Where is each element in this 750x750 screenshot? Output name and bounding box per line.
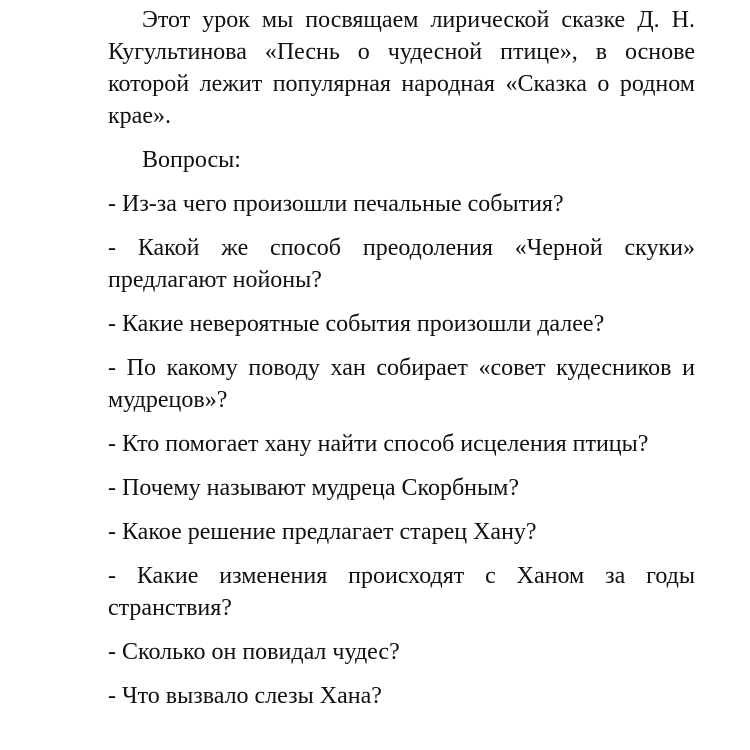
question-item: - Почему называют мудреца Скорбным? <box>108 475 519 501</box>
question-item: - Какие невероятные события произошли далее? <box>108 311 605 337</box>
question-item: - Сколько он повидал чудес? <box>108 639 400 665</box>
questions-heading: Вопросы: <box>142 147 241 173</box>
question-item: - Из-за чего произошли печальные события? <box>108 191 564 217</box>
question-item: - Кто помогает хану найти способ исцеления птицы? <box>108 431 649 457</box>
question-item: - Какое решение предлагает старец Хану? <box>108 519 537 545</box>
intro-paragraph: Этот урок мы посвящаем лирической сказке Д. Н. Кугультинова «Песнь о чудесной птице», в основе которой лежит популярная народная «Сказка о родном крае». <box>108 7 695 129</box>
question-item: - Какие изменения происходят с Ханом за годы странствия? <box>108 563 695 621</box>
question-item: - По какому поводу хан собирает «совет кудесников и мудрецов»? <box>108 355 695 413</box>
question-item: - Что вызвало слезы Хана? <box>108 683 382 709</box>
question-item: - Какой же способ преодоления «Черной скуки» предлагают нойоны? <box>108 235 695 293</box>
document-page <box>108 4 695 724</box>
